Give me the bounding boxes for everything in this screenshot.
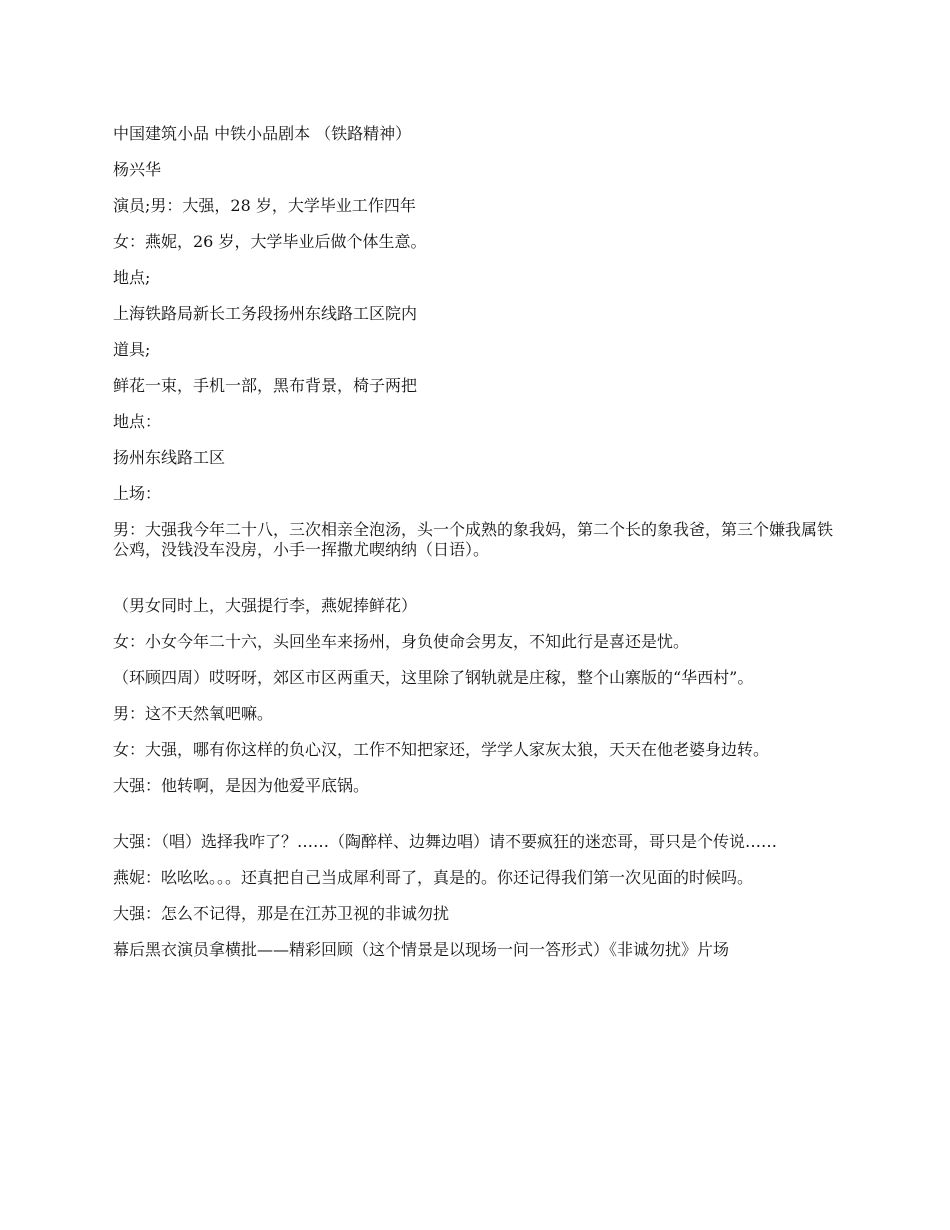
location-detail: 上海铁路局新长工务段扬州东线路工区院内 bbox=[113, 304, 418, 323]
location-label-2: 地点： bbox=[113, 412, 162, 431]
dialogue-line: 女：小女今年二十六，头回坐车来扬州，身负使命会男友，不知此行是喜还是忧。 bbox=[113, 632, 690, 651]
dialogue-line: 女：大强，哪有你这样的负心汉，工作不知把家还，学学人家灰太狼，天天在他老婆身边转。 bbox=[113, 740, 770, 759]
props-label: 道具; bbox=[113, 340, 151, 359]
dialogue-line: 大强：他转啊，是因为他爱平底锅。 bbox=[113, 776, 370, 795]
dialogue-line: 燕妮：吆吆吆。。。还真把自己当成犀利哥了，真是的。你还记得我们第一次见面的时候吗。 bbox=[113, 868, 754, 887]
cast-female: 女：燕妮，26 岁，大学毕业后做个体生意。 bbox=[113, 232, 427, 251]
author-line: 杨兴华 bbox=[113, 160, 162, 179]
stage-direction: （男女同时上，大强提行李，燕妮捧鲜花） bbox=[113, 596, 418, 615]
dialogue-line: 男：这不天然氧吧嘛。 bbox=[113, 704, 274, 723]
cast-male: 演员;男：大强，28 岁，大学毕业工作四年 bbox=[113, 196, 416, 215]
stage-direction: 幕后黑衣演员拿横批——精彩回顾（这个情景是以现场一问一答形式）《非诚勿扰》片场 bbox=[113, 940, 730, 959]
location-label: 地点; bbox=[113, 268, 151, 287]
dialogue-line: 男：大强我今年二十八，三次相亲全泡汤，头一个成熟的象我妈，第二个长的象我爸，第三个嫌我属铁公鸡，没钱没车没房，小手一挥撒尤喫纳纳（日语）。 bbox=[113, 520, 834, 559]
paragraph-gap bbox=[113, 812, 843, 832]
dialogue-line: 大强：（唱）选择我咋了？……（陶醉样、边舞边唱）请不要疯狂的迷恋哥，哥只是个传说…… bbox=[113, 832, 778, 851]
props-detail: 鲜花一束，手机一部，黑布背景，椅子两把 bbox=[113, 376, 418, 395]
location-detail-2: 扬州东线路工区 bbox=[113, 448, 226, 467]
paragraph-gap bbox=[113, 576, 843, 596]
dialogue-line: 大强：怎么不记得，那是在江苏卫视的非诚勿扰 bbox=[113, 904, 450, 923]
document-body bbox=[113, 124, 843, 976]
document-title: 中国建筑小品 中铁小品剧本 （铁路精神） bbox=[113, 124, 412, 143]
dialogue-line: （环顾四周）哎呀呀，郊区市区两重天，这里除了钢轨就是庄稼，整个山寨版的“华西村”。 bbox=[113, 668, 754, 687]
entrance-label: 上场： bbox=[113, 484, 162, 503]
